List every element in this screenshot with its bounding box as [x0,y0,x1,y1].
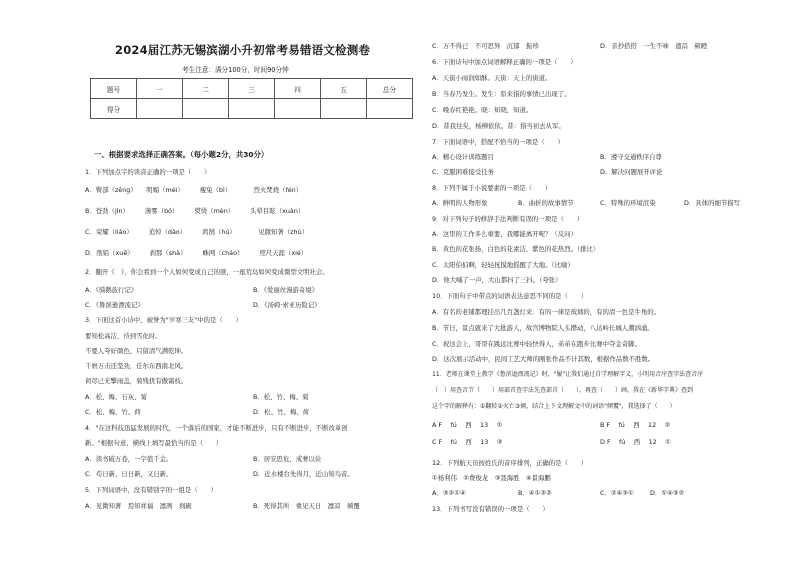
table-cell: 题号 [91,79,137,99]
option-9b: B．黄色的花张扬，白色的花素洁，紫色的花热烈。（排比） [432,245,600,253]
option-1a: A．臀部（zěng） 明媚（méi） 瘦兔（bì） 烈火焚烧（fén） [85,186,303,194]
option-7b: B．遵守交通秩序自尊 [600,153,662,161]
option-4a: A．读书破万卷，一字值千金。 [85,455,173,463]
option-5b: B．死得其所 重见天日 凛凉 倾覆 [253,502,360,510]
option-2a: A．《骑鹅旅行记》 [85,286,138,294]
question-11-line3: 这个字的解释有：①翻转②灭亡③倾，结合上下文理解文中的词语"倾覆"，我选择了（ ） [432,403,676,410]
question-9: 9．对下列句子的修辞手法判断有误的一项是（ ） [432,215,584,223]
option-6b: B．当春乃发生。发生：原来指的事情已出现了。 [432,90,571,98]
option-1d: D．削铅（xuē） 刹那（shà） 蛛网（cháo） 咫尺天涯（xié） [85,249,308,257]
question-2: 2．翻开《 》，你会看到一个人如何变成自己的匪，一座荒岛如何变成微型文明社会。 [85,268,329,276]
table-cell: 总分 [367,79,413,99]
question-1: 1．下列加点字的读音正确的一项是（ ） [85,168,211,176]
poem-line: 要知松高洁，待到雪化时。 [85,332,162,340]
option-4d: D．近水楼台先得月，近山知鸟音。 [253,470,354,478]
option-5a: A．见微知著 焉知祥福 凛冽 刹刷 [85,502,192,510]
score-table-header-row [91,79,413,99]
score-table-score-row [91,99,413,119]
option-3b: B．松、竹、梅、菊 [253,393,309,401]
option-3d: D．松、竹、梅、荷 [253,408,310,416]
option-11d: D F fú 西 12 ① [600,438,671,446]
option-12b: B．④①③② [518,489,552,497]
option-2d: D．《汤姆·索亚历险记》 [253,301,321,309]
option-5d: D．亲抄搭搭 一生不味 遗鬲 顿瞪 [600,42,708,50]
option-8a: A．鲜明的人物形象 [432,199,488,207]
option-1c: C．荣耀（liáo） 追悼（dào） 鸿鹄（hú） 见微知著（zhù） [85,228,309,236]
question-10: 10．下面句子中带点的词语表达意思不同的是（ ） [432,292,588,300]
option-4c: C．苟日新，日日新，又日新。 [85,470,173,478]
score-blank-cell[interactable] [367,99,413,119]
question-4-line2: 新。"根据句意，横线上填写最恰当的是（ ） [85,439,223,447]
option-6d: D．昔我往矣，杨柳依依。昔：指当初去从军。 [432,122,565,130]
option-3c: C．松、梅、竹、荷 [85,408,141,416]
score-blank-cell[interactable] [275,99,321,119]
exam-title: 2024届江苏无锡滨湖小升初常考易错语文检测卷 [115,43,371,57]
question-3: 3．下面这首小诗中，被誉为"岁寒三友"中的是（ ） [85,316,242,324]
poem-line: 荷尽已无擎雨盖，菊残犹有傲霜枝。 [85,377,188,385]
table-cell: 三 [229,79,275,99]
option-1b: B．苍劲（jìn） 薄雾（bó） 熨烫（mèn） 头晕目眩（xuàn） [85,207,305,215]
score-blank-cell[interactable] [321,99,367,119]
option-7a: A．精心设计训练题目 [432,153,494,161]
option-10d: D．这次展示活动中，民间工艺大师的刚张作品不计其数，根据作品数不胜数。 [432,355,655,363]
option-12c: C．②④③① [600,489,634,497]
option-7c: C．克服困难接受任务 [432,168,494,176]
question-6: 6．下面诗句中加点词语解释正确的一项是（ ） [432,58,577,66]
option-11b: B F fú 西 12 ② [600,421,671,429]
option-8b: B．曲折的故事情节 [518,199,574,207]
table-cell: 一 [137,79,183,99]
option-8d: D．具体的细节描写 [684,199,741,207]
table-cell: 得分 [91,99,137,119]
option-7d: D．解决问题展开评论 [600,168,663,176]
section-heading: 一、根据要求选择正确答案。（每小题2分，共30分） [94,150,269,159]
option-9d: D．他大喊了一声，大山都抖了三抖。（夸张） [432,276,562,284]
question-7: 7．下面词语中，搭配不恰当的一项是（ ） [432,138,564,146]
question-4: 4．"在这科技迅猛发展的时代，一个落后的国家，才能不断进步，只有不断进步，不断改革创 [85,424,348,432]
option-6a: A．天街小雨润如酥。天街：天上的街道。 [432,74,552,82]
option-12d: D．①④③② [650,489,685,497]
table-cell: 四 [275,79,321,99]
score-blank-cell[interactable] [229,99,275,119]
score-blank-cell[interactable] [137,99,183,119]
option-3a: A．松、梅、石灰、菊 [85,393,147,401]
option-10a: A．有名的老铺都理挂出几百盏灯来：有的一律是玻璃的，有的清一色是牛角的。 [432,308,661,316]
option-10c: C．祝这会上，哥哥在跳远比赛中轻快得人，弟弟在跑步比赛中夺金奇脚。 [432,340,641,348]
question-5: 5．下列词语中，没有错别字的一组是（ ） [85,486,217,494]
option-9c: C．太阳伯伯啊，轻轻抚摸地摇醒了大地。（比喻） [432,261,574,269]
question-13: 13．下列书写没有错误的一项是（ ） [432,505,549,513]
option-6c: C．晚春红艳艳。晓：知晓，知道。 [432,106,533,114]
option-4b: B．居安思危，戒奢以俭 [253,455,322,463]
question-12-names: ①杨利伟 ②费俊龙 ③聂海胜 ④景海鹏 [432,474,551,482]
question-12: 12．下列航天员按姓氏的音序排列，正确的是（ ） [432,459,588,467]
table-cell: 二 [183,79,229,99]
option-5c: C．万不得已 不可思异 沉郁 振珍 [432,42,539,50]
score-blank-cell[interactable] [183,99,229,119]
option-11a: A F fú 西 13 ① [432,421,503,429]
option-11c: C F fú 西 13 ③ [432,438,503,446]
table-cell: 五 [321,79,367,99]
question-8: 8．下列不属于小说要素的一项是（ ） [432,184,552,192]
option-2b: B．《爱丽丝漫游奇境》 [253,286,319,294]
poem-line: 不要人夸好颜色，只留清气满乾坤。 [85,347,188,355]
question-11-line2: （ ）用查音节（ ）用部首查字法先查部首（ ），再查（ ）画。我在《新华字典》查到 [432,387,694,394]
option-8c: C．特殊的环境渲染 [600,199,656,207]
exam-note: 考生注意：满分100分，时间90分钟 [182,66,289,74]
poem-line: 千磨万击还坚劲，任尔东西南北风。 [85,362,188,370]
score-table [90,78,413,119]
option-2c: C．《鲁滨逊漂流记》 [85,301,144,309]
option-9a: A．这里的工作多么重要，我哪能离开呢？（反问） [432,230,577,238]
question-11: 11．老师在课堂上教学《鲁滨逊漂流记》时，"履"让我们通过自学理解字义，小明用音序查字法查音序 [432,371,704,378]
option-12a: A．③②①④ [432,489,466,497]
option-10b: B．节日，景点就来了大批游人，故宫博物院人头攒动，八达岭长城人潮汹涌。 [432,324,654,332]
